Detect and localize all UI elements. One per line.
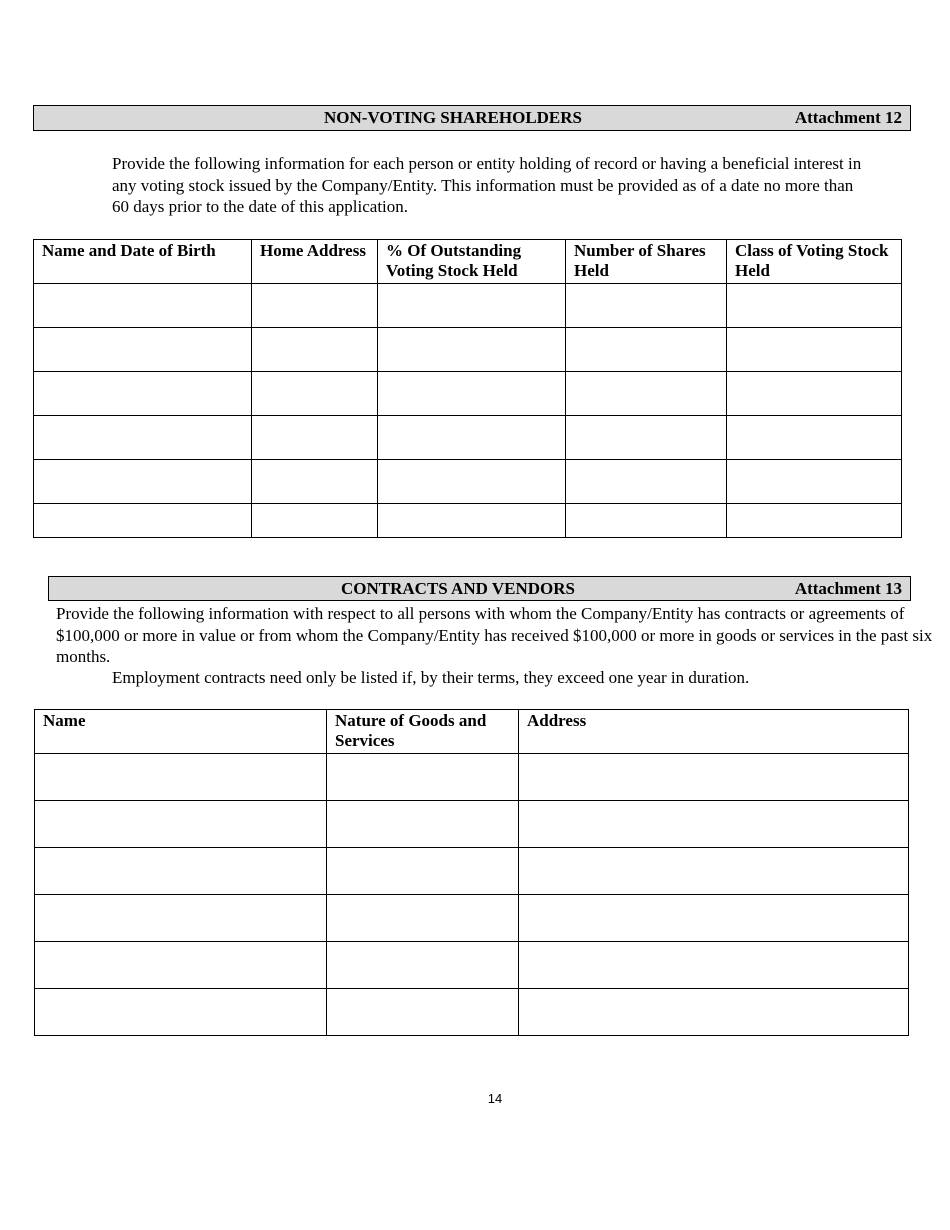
table-row	[34, 504, 902, 538]
section-intro-text: Provide the following information for each person or entity holding of record or having a beneficial interest in any voting stock issued by the Company/Entity. This information must be provided as of a date no more than 60 days prior to the date of this application.	[112, 154, 862, 216]
table-cell[interactable]	[34, 372, 252, 416]
table-row	[35, 942, 909, 989]
section-note-text: Employment contracts need only be listed if, by their terms, they exceed one year in duration.	[112, 668, 750, 687]
table-cell[interactable]	[252, 416, 378, 460]
table-cell[interactable]	[378, 328, 566, 372]
table-cell[interactable]	[727, 328, 902, 372]
page-number: 14	[487, 1091, 503, 1106]
shareholders-table	[33, 239, 902, 538]
table-cell[interactable]	[566, 372, 727, 416]
table-row	[35, 754, 909, 801]
table-cell[interactable]	[252, 504, 378, 538]
table-row	[35, 895, 909, 942]
table-cell[interactable]	[35, 848, 327, 895]
table-cell[interactable]	[34, 416, 252, 460]
section-title: NON-VOTING SHAREHOLDERS	[324, 108, 583, 127]
table-cell[interactable]	[252, 328, 378, 372]
table-cell[interactable]	[378, 460, 566, 504]
table-cell[interactable]	[378, 416, 566, 460]
table-cell[interactable]	[519, 942, 909, 989]
table-cell[interactable]	[519, 754, 909, 801]
table-cell[interactable]	[35, 989, 327, 1036]
section-header-contracts-and-vendors	[48, 576, 911, 601]
table-cell[interactable]	[519, 801, 909, 848]
table-cell[interactable]	[35, 801, 327, 848]
table-cell[interactable]	[519, 989, 909, 1036]
table-cell[interactable]	[727, 372, 902, 416]
table-cell[interactable]	[327, 989, 519, 1036]
table-cell[interactable]	[252, 372, 378, 416]
table-cell[interactable]	[35, 754, 327, 801]
table-cell[interactable]	[34, 284, 252, 328]
table-cell[interactable]	[327, 942, 519, 989]
table-row	[34, 284, 902, 328]
table-cell[interactable]	[252, 460, 378, 504]
table-cell[interactable]	[35, 895, 327, 942]
column-header: Name and Date of Birth	[34, 240, 252, 284]
table-row	[35, 801, 909, 848]
table-row	[34, 416, 902, 460]
table-cell[interactable]	[34, 328, 252, 372]
column-header: Nature of Goods and Services	[327, 710, 519, 754]
section-title: CONTRACTS AND VENDORS	[341, 579, 575, 598]
attachment-label: Attachment 12	[794, 108, 902, 127]
table-cell[interactable]	[566, 460, 727, 504]
table-cell[interactable]	[727, 504, 902, 538]
table-header-row	[35, 710, 909, 754]
section-intro-text: Provide the following information with respect to all persons with whom the Company/Entity has contracts or agreements of $100,000 or more in value or from whom the Company/Entity has received $100,000 or more in goods or services in the past six months.	[56, 604, 933, 666]
table-cell[interactable]	[252, 284, 378, 328]
table-cell[interactable]	[566, 504, 727, 538]
table-cell[interactable]	[327, 754, 519, 801]
table-cell[interactable]	[519, 895, 909, 942]
table-row	[34, 328, 902, 372]
column-header: Home Address	[252, 240, 378, 284]
table-cell[interactable]	[566, 328, 727, 372]
table-cell[interactable]	[727, 460, 902, 504]
table-header-row	[34, 240, 902, 284]
column-header: Number of Shares Held	[566, 240, 727, 284]
table-cell[interactable]	[378, 284, 566, 328]
table-cell[interactable]	[34, 460, 252, 504]
table-cell[interactable]	[566, 284, 727, 328]
column-header: Name	[35, 710, 327, 754]
table-cell[interactable]	[378, 372, 566, 416]
table-cell[interactable]	[327, 801, 519, 848]
contracts-vendors-table	[34, 709, 909, 1036]
column-header: % Of Outstanding Voting Stock Held	[378, 240, 566, 284]
attachment-label: Attachment 13	[794, 579, 902, 598]
table-cell[interactable]	[378, 504, 566, 538]
column-header: Class of Voting Stock Held	[727, 240, 902, 284]
table-row	[35, 989, 909, 1036]
section-header-non-voting-shareholders	[33, 105, 911, 131]
table-cell[interactable]	[35, 942, 327, 989]
table-row	[34, 372, 902, 416]
table-row	[34, 460, 902, 504]
table-cell[interactable]	[34, 504, 252, 538]
table-cell[interactable]	[727, 416, 902, 460]
column-header: Address	[519, 710, 909, 754]
table-cell[interactable]	[566, 416, 727, 460]
table-cell[interactable]	[727, 284, 902, 328]
table-cell[interactable]	[327, 895, 519, 942]
table-cell[interactable]	[327, 848, 519, 895]
table-cell[interactable]	[519, 848, 909, 895]
table-row	[35, 848, 909, 895]
